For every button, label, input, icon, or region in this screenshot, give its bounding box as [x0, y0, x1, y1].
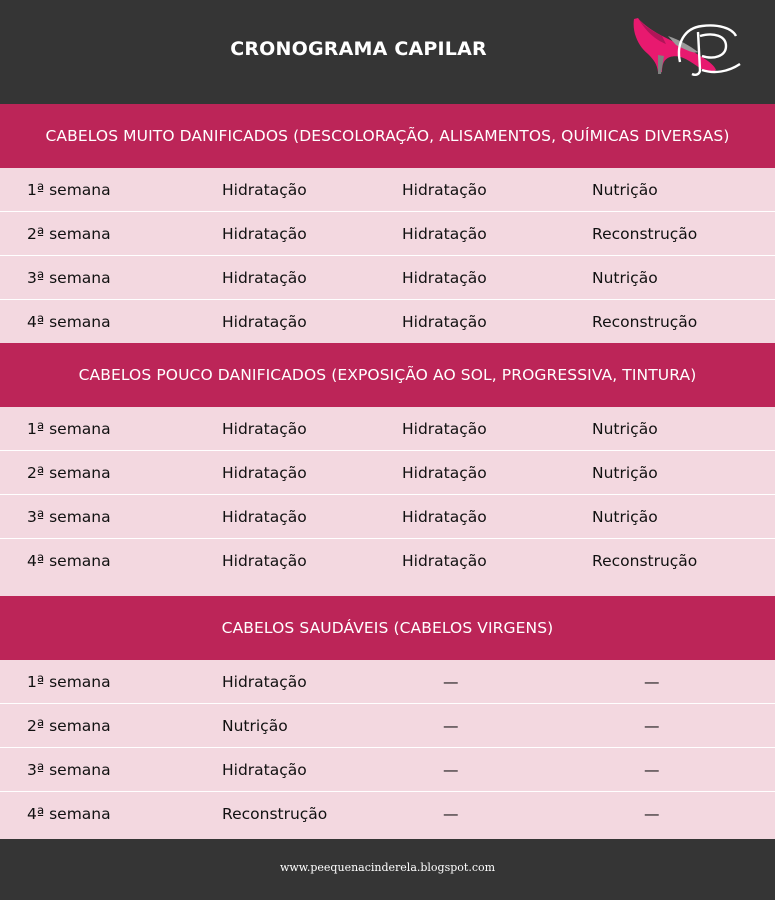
treatment-cell: Reconstrução — [222, 805, 328, 823]
week-label: 1ª semana — [27, 181, 111, 199]
table-row — [0, 407, 775, 451]
treatment-cell: Hidratação — [402, 225, 487, 243]
page-title: CRONOGRAMA CAPILAR — [230, 38, 487, 60]
empty-dash-cell: — — [443, 805, 459, 823]
empty-dash-cell: — — [644, 761, 660, 779]
table-row — [0, 704, 775, 748]
treatment-cell: Hidratação — [222, 761, 307, 779]
week-label: 1ª semana — [27, 673, 111, 691]
section-header-healthy — [0, 596, 775, 660]
empty-dash-cell: — — [443, 761, 459, 779]
table-row — [0, 300, 775, 344]
section-title: CABELOS POUCO DANIFICADOS (EXPOSIÇÃO AO SOL, PROGRESSIVA, TINTURA) — [78, 366, 697, 384]
treatment-cell: Hidratação — [222, 225, 307, 243]
week-label: 1ª semana — [27, 420, 111, 438]
treatment-cell: Nutrição — [222, 717, 288, 735]
section-header-slightly-damaged — [0, 343, 775, 407]
treatment-cell: Hidratação — [222, 508, 307, 526]
week-label: 3ª semana — [27, 508, 111, 526]
table-row — [0, 212, 775, 256]
table-row — [0, 748, 775, 792]
table-row — [0, 495, 775, 539]
empty-dash-cell: — — [644, 805, 660, 823]
treatment-cell: Nutrição — [592, 508, 658, 526]
week-label: 4ª semana — [27, 805, 111, 823]
week-label: 2ª semana — [27, 225, 111, 243]
treatment-cell: Hidratação — [402, 508, 487, 526]
treatment-cell: Hidratação — [402, 464, 487, 482]
treatment-cell: Hidratação — [402, 269, 487, 287]
treatment-cell: Hidratação — [402, 313, 487, 331]
section-header-very-damaged — [0, 104, 775, 168]
section-title: CABELOS MUITO DANIFICADOS (DESCOLORAÇÃO, ALISAMENTOS, QUÍMICAS DIVERSAS) — [45, 127, 730, 145]
footer-url: www.peequenacinderela.blogspot.com — [279, 861, 496, 874]
week-label: 2ª semana — [27, 464, 111, 482]
treatment-cell: Hidratação — [222, 181, 307, 199]
treatment-cell: Hidratação — [222, 420, 307, 438]
section-title: CABELOS SAUDÁVEIS (CABELOS VIRGENS) — [221, 619, 554, 637]
empty-dash-cell: — — [644, 673, 660, 691]
treatment-cell: Hidratação — [222, 673, 307, 691]
high-heel-shoe-monogram-icon — [628, 14, 746, 80]
treatment-cell: Reconstrução — [592, 225, 698, 243]
week-label: 4ª semana — [27, 552, 111, 570]
table-row — [0, 660, 775, 704]
treatment-cell: Nutrição — [592, 181, 658, 199]
table-row — [0, 539, 775, 583]
table-row — [0, 256, 775, 300]
treatment-cell: Reconstrução — [592, 552, 698, 570]
treatment-cell: Hidratação — [222, 464, 307, 482]
treatment-cell: Nutrição — [592, 464, 658, 482]
header-bar — [0, 0, 775, 104]
table-row — [0, 451, 775, 495]
treatment-cell: Hidratação — [402, 552, 487, 570]
empty-dash-cell: — — [443, 673, 459, 691]
table-row — [0, 168, 775, 212]
empty-dash-cell: — — [644, 717, 660, 735]
footer-bar — [0, 839, 775, 900]
treatment-cell: Hidratação — [222, 552, 307, 570]
week-label: 4ª semana — [27, 313, 111, 331]
week-label: 2ª semana — [27, 717, 111, 735]
week-label: 3ª semana — [27, 269, 111, 287]
empty-dash-cell: — — [443, 717, 459, 735]
treatment-cell: Reconstrução — [592, 313, 698, 331]
treatment-cell: Hidratação — [222, 313, 307, 331]
treatment-cell: Hidratação — [402, 420, 487, 438]
table-row — [0, 792, 775, 836]
treatment-cell: Nutrição — [592, 420, 658, 438]
week-label: 3ª semana — [27, 761, 111, 779]
treatment-cell: Hidratação — [222, 269, 307, 287]
treatment-cell: Nutrição — [592, 269, 658, 287]
treatment-cell: Hidratação — [402, 181, 487, 199]
